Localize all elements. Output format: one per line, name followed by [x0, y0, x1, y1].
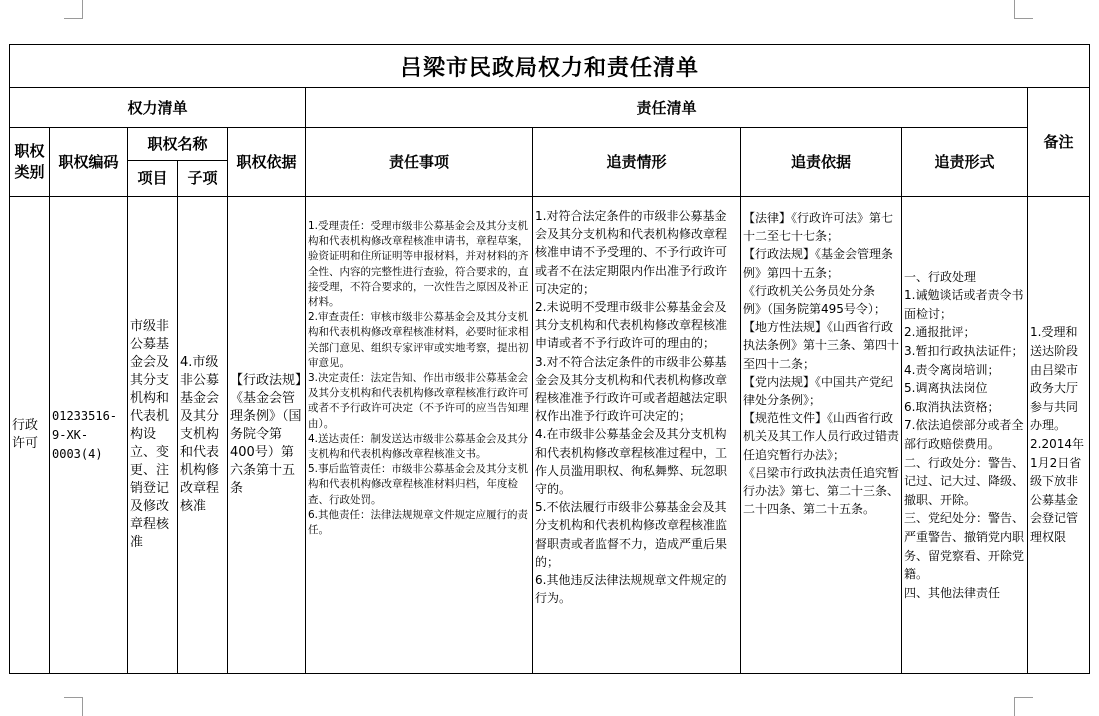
- circumstance-item: 5.不依法履行市级非公募基金会及其分支机构和代表机构修改章程核准监督职责或者监督不力，造成严重后果的；: [535, 500, 728, 569]
- duty-cell: [306, 197, 533, 674]
- accountability-basis-item: 【行政法规】《基金会管理条例》第四十五条；: [743, 247, 894, 280]
- remarks-cell: [1028, 197, 1090, 674]
- accountability-basis-cell: [741, 197, 902, 674]
- accountability-basis-item: 【党内法规】《中国共产党纪律处分条例》；: [743, 374, 894, 408]
- accountability-form-header: 追责形式: [902, 128, 1028, 197]
- accountability-basis-item: 【规范性文件】《山西省行政机关及其工作人员行政过错责任追究暂行办法》；: [743, 411, 900, 462]
- accountability-form-item: 1.诫勉谈话或者责令书面检讨；: [904, 288, 1024, 321]
- table-title: 吕梁市民政局权力和责任清单: [10, 45, 1090, 88]
- crop-mark-bottom-left: [64, 697, 83, 716]
- accountability-form-item: 4.责令离岗培训；: [904, 362, 1000, 377]
- crop-mark-bottom-right: [1014, 697, 1033, 716]
- accountability-basis-item: 《行政机关公务员处分条例》（国务院第495号令）；: [743, 283, 886, 317]
- remark-item: 2.2014年1月2日省级下放非公募基金会登记管理权限: [1030, 437, 1084, 544]
- duty-item: 2.审查责任：审核市级非公募基金会及其分支机构和代表机构修改章程核准材料，必要时征求相关部门意见、组织专家评审或实地考察，提出初审意见。: [308, 311, 529, 369]
- duty-header: 责任事项: [306, 128, 533, 197]
- code-cell: 01233516-9-XK-0003(4): [50, 197, 128, 674]
- accountability-form-item: 5.调离执法岗位: [904, 381, 988, 396]
- circumstance-item: 4.在市级非公募基金会及其分支机构和代表机构修改章程核准过程中，工作人员滥用职权、徇私舞弊、玩忽职守的。: [535, 427, 728, 497]
- power-responsibility-table: [9, 44, 1090, 674]
- accountability-form-item: 6.取消执法资格；: [904, 399, 1000, 414]
- duty-item: 6.其他责任：法律法规规章文件规定应履行的责任。: [308, 508, 529, 537]
- basis-header: 职权依据: [228, 128, 306, 197]
- circumstance-item: 3.对不符合法定条件的市级非公募基金会及其分支机构和代表机构修改章程核准准予行政许可或者超越法定职权作出准予行政许可决定的；: [535, 354, 728, 424]
- circumstance-item: 2.未说明不受理市级非公募基金会及其分支机构和代表机构修改章程核准申请或者不予行政许可的理由的；: [535, 300, 728, 351]
- accountability-form-item: 四、其他法律责任: [904, 585, 1001, 600]
- subitem-cell: 4.市级非公募基金会及其分支机构和代表机构修改章程核准: [178, 197, 228, 674]
- responsibility-list-header: 责任清单: [306, 88, 1028, 128]
- accountability-form-item: 一、行政处理: [904, 269, 977, 284]
- remarks-header: 备注: [1028, 88, 1090, 197]
- crop-mark-top-left: [64, 0, 83, 19]
- name-header: 职权名称: [128, 128, 228, 161]
- power-list-header: 权力清单: [10, 88, 306, 128]
- remark-item: 1.受理和送达阶段由吕梁市政务大厅参与共同办理。: [1030, 325, 1079, 433]
- circumstance-item: 6.其他违反法律法规规章文件规定的行为。: [535, 573, 727, 606]
- duty-item: 5.事后监管责任：市级非公募基金会及其分支机构和代表机构修改章程核准材料归档，年度检查、行政处罚。: [308, 463, 529, 506]
- item-cell: 市级非公募基金会及其分支机构和代表机构设立、变更、注销登记及修改章程核准: [128, 197, 178, 674]
- item-header: 项目: [128, 161, 178, 197]
- duty-item: 4.送达责任：制发送达市级非公募基金会及其分支机构和代表机构修改章程核准文书。: [308, 432, 529, 461]
- crop-mark-top-right: [1014, 0, 1033, 19]
- accountability-form-item: 3.暂扣行政执法证件；: [904, 344, 1024, 359]
- circumstance-item: 1.对符合法定条件的市级非公募基金会及其分支机构和代表机构修改章程核准申请不予受理的、不予行政许可或者不在法定期限内作出准予行政许可决定的；: [535, 209, 728, 296]
- duty-item: 3.决定责任：法定告知、作出市级非公募基金会及其分支机构和代表机构修改章程核准行政许可或者不予行政许可决定（不予许可的应当告知理由）。: [308, 372, 529, 430]
- code-header: 职权编码: [50, 128, 128, 197]
- subitem-header: 子项: [178, 161, 228, 197]
- accountability-basis-item: 【法律】《行政许可法》第七十二至七十七条；: [743, 211, 894, 244]
- circumstances-cell: [533, 197, 741, 674]
- accountability-form-item: 三、党纪处分：警告、严重警告、撤销党内职务、留党察看、开除党籍。: [904, 511, 1025, 582]
- accountability-form-item: 7.依法追偿部分或者全部行政赔偿费用。: [904, 418, 1024, 451]
- accountability-basis-header: 追责依据: [741, 128, 902, 197]
- accountability-basis-item: 《吕梁市行政执法责任追究暂行办法》第七、第二十三条、二十四条、第二十五条。: [743, 465, 900, 517]
- accountability-form-cell: [902, 197, 1028, 674]
- category-cell: 行政许可: [10, 197, 50, 674]
- table-row: [10, 197, 1090, 674]
- category-header: 职权类别: [10, 128, 50, 197]
- accountability-form-item: 2.通报批评；: [904, 325, 976, 340]
- accountability-form-item: 二、行政处分：警告、记过、记大过、降级、撤职、开除。: [904, 455, 1025, 507]
- accountability-basis-item: 【地方性法规】《山西省行政执法条例》第十三条、第四十至四十二条；: [743, 320, 900, 371]
- duty-item: 1.受理责任：受理市级非公募基金会及其分支机构和代表机构修改章程核准申请书，章程草案，验资证明和住所证明等申报材料，并对材料的齐全性、内容的完整性进行查验，符合要求的，直接受理，不符合要求的，一次性告之原因及补正材料。: [308, 220, 529, 309]
- circumstances-header: 追责情形: [533, 128, 741, 197]
- basis-cell: 【行政法规】《基金会管理条例》（国务院令第400号）第六条第十五条: [228, 197, 306, 674]
